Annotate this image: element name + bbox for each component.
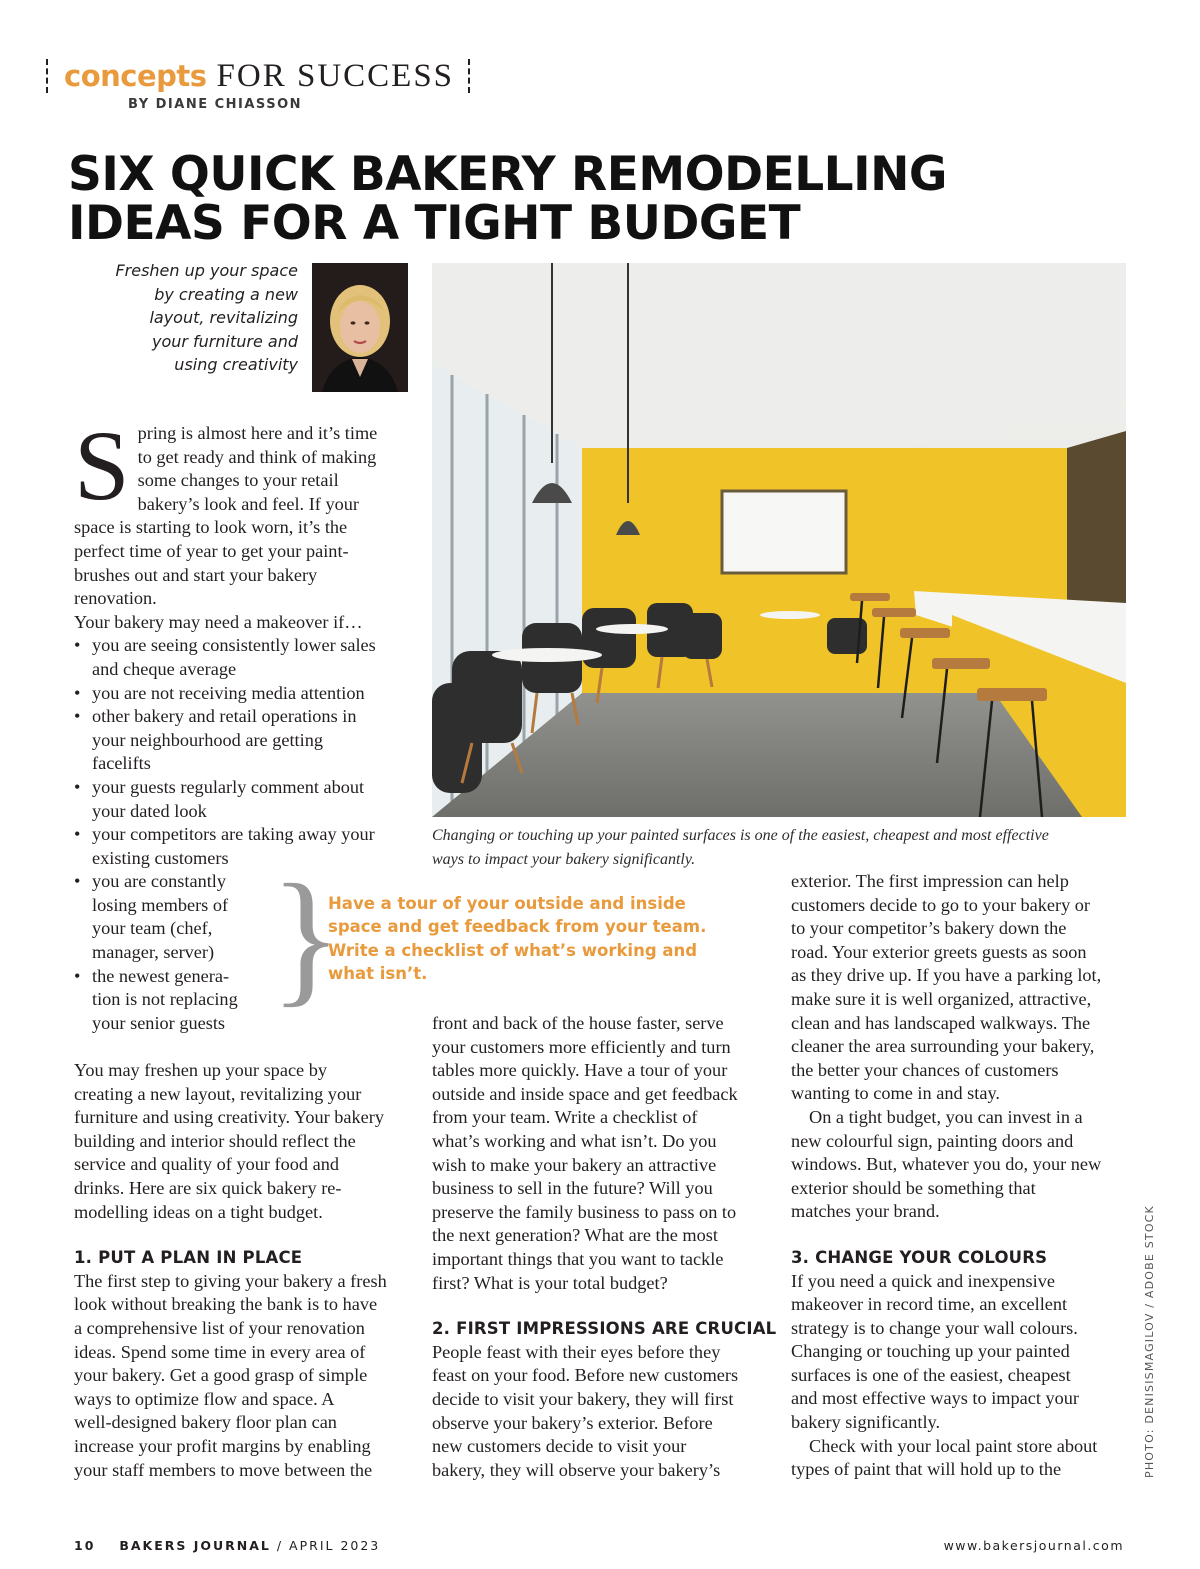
list-line: tion is not replacing xyxy=(92,989,238,1010)
body-line: drinks. Here are six quick bakery re- xyxy=(74,1178,342,1198)
body-line: feast on your food. Before new customers xyxy=(432,1365,739,1386)
list-line: and cheque average xyxy=(92,658,237,679)
body-line: windows. But, whatever you do, your new xyxy=(791,1154,1102,1175)
body-line: types of paint that will hold up to the xyxy=(791,1459,1062,1480)
column-2 xyxy=(432,1012,777,1482)
body-line: what’s working and what isn’t. Do you xyxy=(432,1130,717,1151)
dek-line: Freshen up your space xyxy=(115,261,298,280)
pull-quote-line: Have a tour of your outside and inside xyxy=(328,894,686,913)
body-line: building and interior should reflect the xyxy=(74,1130,356,1151)
body-line: and most effective ways to impact your xyxy=(791,1388,1080,1409)
body-line: furniture and using creativity. Your bakery xyxy=(74,1107,385,1128)
body-line: surfaces is one of the easiest, cheapest xyxy=(791,1364,1071,1385)
list-line: your senior guests xyxy=(92,1012,226,1033)
title-line: SIX QUICK BAKERY REMODELLING xyxy=(68,147,947,202)
list-item xyxy=(74,776,414,823)
body-line: wanting to come in and stay. xyxy=(791,1083,1001,1104)
body-line: from your team. Write a checklist of xyxy=(432,1107,698,1128)
list-item xyxy=(74,705,414,776)
body-line: look without breaking the bank is to have xyxy=(74,1294,378,1315)
body-line: new customers decide to visit your xyxy=(432,1436,687,1457)
body-line: well-designed bakery floor plan can xyxy=(74,1412,337,1433)
body-line: your staff members to move between the xyxy=(74,1459,373,1480)
body-line: pring is almost here and it’s time xyxy=(137,423,378,443)
body-line: as they drive up. If you have a parking lot, xyxy=(791,965,1102,986)
body-line: clean and has landscaped walkways. The xyxy=(791,1012,1091,1033)
body-line: customers decide to go to your bakery or xyxy=(791,894,1091,915)
page-number: 10 xyxy=(74,1538,96,1553)
byline: BY DIANE CHIASSON xyxy=(128,97,303,112)
body-line: tables more quickly. Have a tour of your xyxy=(432,1060,728,1081)
pull-quote-brace: } xyxy=(270,854,342,1020)
list-line: • your competitors are taking away your xyxy=(92,824,375,845)
dek-line: layout, revitalizing xyxy=(149,308,298,327)
drop-cap: S xyxy=(74,410,130,521)
body-line: exterior should be something that xyxy=(791,1177,1036,1198)
body-line: important things that you want to tackle xyxy=(432,1248,724,1269)
body-line: your customers more efficiently and turn xyxy=(432,1036,731,1057)
body-line: The first step to giving your bakery a fresh xyxy=(74,1270,387,1291)
title-line: IDEAS FOR A TIGHT BUDGET xyxy=(68,196,801,251)
photo-credit: PHOTO: DENISISMAGILOV / ADOBE STOCK xyxy=(1143,1205,1156,1478)
dek-line: using creativity xyxy=(174,355,298,374)
body-line: space is starting to look worn, it’s the xyxy=(74,517,348,538)
body-line: cleaner the area surrounding your bakery, xyxy=(791,1036,1095,1057)
footer-left xyxy=(74,1538,380,1553)
body-line: Your bakery may need a makeover if… xyxy=(74,611,363,632)
section-heading-3: 3. CHANGE YOUR COLOURS xyxy=(791,1247,1048,1267)
section-header xyxy=(46,56,472,96)
list-item xyxy=(74,823,414,870)
body-line: perfect time of year to get your paint- xyxy=(74,540,349,561)
dek xyxy=(80,259,298,377)
body-line: first? What is your total budget? xyxy=(432,1272,668,1293)
author-photo xyxy=(312,263,408,392)
dek-line: by creating a new xyxy=(154,284,298,304)
issue-date: / APRIL 2023 xyxy=(276,1538,381,1553)
body-line: exterior. The first impression can help xyxy=(791,871,1069,891)
body-line: road. Your exterior greets guests as soon xyxy=(791,941,1087,962)
pull-quote-line: Write a checklist of what’s working and xyxy=(328,940,698,960)
body-line: brushes out and start your bakery xyxy=(74,564,318,585)
body-line: make sure it is well organized, attractive, xyxy=(791,988,1092,1009)
article-title xyxy=(68,147,1148,251)
body-line: Changing or touching up your painted xyxy=(791,1341,1070,1362)
pull-quote-line: space and get feedback from your team. xyxy=(328,917,707,937)
list-item xyxy=(74,634,414,681)
body-line: People feast with their eyes before they xyxy=(432,1341,721,1362)
body-line: business to sell in the future? Will you xyxy=(432,1178,713,1199)
list-line: your neighbourhood are getting xyxy=(92,729,323,750)
body-line: renovation. xyxy=(74,588,157,609)
body-line: the next generation? What are the most xyxy=(432,1225,718,1246)
body-line: strategy is to change your wall colours. xyxy=(791,1317,1078,1338)
header-right-rule xyxy=(468,59,472,93)
list-line: • you are not receiving media attention xyxy=(92,682,365,703)
body-line: increase your profit margins by enabling xyxy=(74,1435,371,1456)
body-line: bakery significantly. xyxy=(791,1412,941,1433)
body-line: to your competitor’s bakery down the xyxy=(791,918,1067,939)
body-line: creating a new layout, revitalizing your xyxy=(74,1083,362,1104)
body-line: new colourful sign, painting doors and xyxy=(791,1130,1074,1151)
photo-caption xyxy=(432,824,1132,871)
body-line: to get ready and think of making xyxy=(137,446,377,467)
list-item xyxy=(74,682,414,706)
list-line: your dated look xyxy=(92,800,207,821)
section-subtitle: FOR SUCCESS xyxy=(216,57,455,94)
body-line: makeover in record time, an excellent xyxy=(791,1294,1068,1315)
list-line: • you are constantly xyxy=(92,871,227,892)
body-line: You may freshen up your space by xyxy=(74,1060,328,1081)
list-line: • your guests regularly comment about xyxy=(92,776,365,797)
body-line: If you need a quick and inexpensive xyxy=(791,1270,1055,1291)
list-line: your team (chef, xyxy=(92,918,213,939)
column-3 xyxy=(791,870,1136,1482)
body-line: your bakery. Get a good grasp of simple xyxy=(74,1365,368,1386)
list-line: existing customers xyxy=(92,847,229,868)
body-line: decide to visit your bakery, they will first xyxy=(432,1388,734,1409)
body-line: wish to make your bakery an attractive xyxy=(432,1154,717,1175)
body-line: modelling ideas on a tight budget. xyxy=(74,1201,323,1222)
section-heading-1: 1. PUT A PLAN IN PLACE xyxy=(74,1248,303,1268)
body-line: a comprehensive list of your renovation xyxy=(74,1317,365,1338)
body-line: bakery, they will observe your bakery’s xyxy=(432,1459,721,1480)
body-line: On a tight budget, you can invest in a xyxy=(809,1106,1083,1127)
list-line: losing members of xyxy=(92,894,229,915)
list-line: • you are seeing consistently lower sales xyxy=(92,635,376,656)
list-line: • the newest genera- xyxy=(92,965,230,986)
body-line: ideas. Spend some time in every area of xyxy=(74,1341,366,1362)
section-word: concepts xyxy=(64,59,207,93)
list-line: • other bakery and retail operations in xyxy=(92,706,357,727)
publication-name: BAKERS JOURNAL xyxy=(119,1538,271,1553)
caption-line: Changing or touching up your painted surfaces is one of the easiest, cheapest and most effective xyxy=(432,827,1049,844)
body-line: ways to optimize flow and space. A xyxy=(74,1388,335,1409)
website-link[interactable]: www.bakersjournal.com xyxy=(943,1538,1124,1553)
list-line: facelifts xyxy=(92,753,151,774)
dek-line: your furniture and xyxy=(151,331,298,351)
body-line: matches your brand. xyxy=(791,1201,940,1222)
body-line: outside and inside space and get feedback xyxy=(432,1083,738,1104)
body-line: Check with your local paint store about xyxy=(809,1435,1098,1456)
body-line: the better your chances of customers xyxy=(791,1059,1059,1080)
body-line: preserve the family business to pass on to xyxy=(432,1201,737,1222)
body-line: observe your bakery’s exterior. Before xyxy=(432,1412,713,1433)
list-line: manager, server) xyxy=(92,942,215,963)
body-line: front and back of the house faster, serve xyxy=(432,1013,724,1033)
pull-quote-line: what isn’t. xyxy=(328,964,428,984)
header-left-rule xyxy=(46,59,50,93)
cafe-interior-photo xyxy=(432,263,1126,817)
body-line: bakery’s look and feel. If your xyxy=(137,493,359,514)
pull-quote xyxy=(328,892,758,986)
body-line: some changes to your retail xyxy=(137,470,339,491)
section-heading-2: 2. FIRST IMPRESSIONS ARE CRUCIAL xyxy=(432,1319,777,1339)
caption-line: ways to impact your bakery significantly. xyxy=(432,850,696,868)
body-line: service and quality of your food and xyxy=(74,1154,339,1175)
